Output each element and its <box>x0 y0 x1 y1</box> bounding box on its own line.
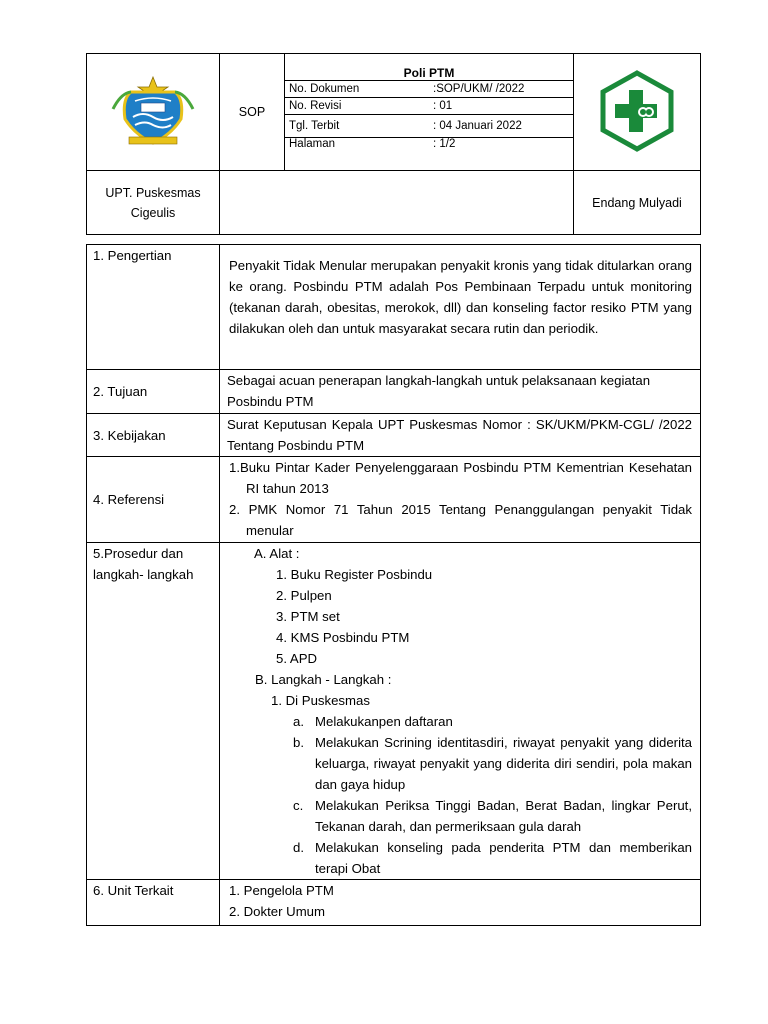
alat-heading: A. Alat : <box>254 546 300 561</box>
step-item <box>293 837 692 879</box>
unit-terkait-label: 6. Unit Terkait <box>87 880 220 926</box>
unit-terkait-content <box>220 880 701 926</box>
step-text: Melakukan konseling pada penderita PTM dan memberikan terapi Obat <box>315 840 692 876</box>
sop-label: SOP <box>220 54 285 171</box>
sop-content-table <box>86 244 701 926</box>
alat-item: 3. PTM set <box>276 609 340 624</box>
signatory-name: Endang Mulyadi <box>574 171 701 235</box>
referensi-item-1: 1.Buku Pintar Kader Penyelenggaraan Posbindu PTM Kementrian Kesehatan RI tahun 2013 <box>229 460 692 496</box>
prosedur-label-line-1: 5.Prosedur dan <box>93 546 184 561</box>
puskesmas-logo <box>599 70 675 152</box>
page-label: Halaman <box>289 138 336 150</box>
step-item <box>293 711 692 732</box>
document-header <box>86 53 701 235</box>
row-kebijakan <box>87 414 701 457</box>
steps-list <box>229 711 692 879</box>
puskesmas-logo-cell <box>574 54 701 171</box>
tujuan-text: Sebagai acuan penerapan langkah-langkah untuk pelaksanaan kegiatan Posbindu PTM <box>220 370 701 414</box>
row-pengertian <box>87 245 701 370</box>
step-marker: b. <box>293 735 304 750</box>
organization-line-1: UPT. Puskesmas <box>105 185 201 200</box>
doc-number-label: No. Dokumen <box>285 81 429 98</box>
prosedur-label <box>87 543 220 880</box>
issue-date-value: : 04 Januari 2022 <box>429 115 573 138</box>
kebijakan-text: Surat Keputusan Kepala UPT Puskesmas Nomor : SK/UKM/PKM-CGL/ /2022 Tentang Posbindu PTM <box>220 414 701 457</box>
alat-item: 1. Buku Register Posbindu <box>276 567 433 582</box>
organization-name <box>87 171 220 235</box>
issue-date-label: Tgl. Terbit <box>285 115 429 138</box>
alat-item: 2. Pulpen <box>276 588 332 603</box>
unit-item: 1. Pengelola PTM <box>229 883 334 898</box>
referensi-item-2: 2. PMK Nomor 71 Tahun 2015 Tentang Penanggulangan penyakit Tidak menular <box>229 502 692 538</box>
step-item <box>293 795 692 837</box>
alat-list <box>229 564 692 669</box>
step-text: Melakukan Scrining identitasdiri, riwayat penyakit yang diderita keluarga, riwayat penyakit yang diderita diri sendiri, pola makan dan gaya hidup <box>315 735 692 792</box>
document-info-table <box>285 54 573 160</box>
prosedur-label-line-2: langkah- langkah <box>93 567 194 582</box>
tujuan-label: 2. Tujuan <box>87 370 220 414</box>
step-text: Melakukanpen daftaran <box>315 714 453 729</box>
revision-value: : 01 <box>429 98 573 115</box>
regional-seal-logo <box>111 75 195 147</box>
prosedur-content <box>220 543 701 880</box>
step-item <box>293 732 692 795</box>
puskesmas-heading: 1. Di Puskesmas <box>271 693 370 708</box>
kebijakan-label: 3. Kebijakan <box>87 414 220 457</box>
langkah-heading: B. Langkah - Langkah : <box>255 672 392 687</box>
pengertian-label: 1. Pengertian <box>87 245 220 370</box>
row-prosedur <box>87 543 701 880</box>
row-unit-terkait <box>87 880 701 926</box>
blank-signature-area <box>220 171 574 235</box>
document-title: Poli PTM <box>285 54 573 81</box>
referensi-content <box>220 457 701 543</box>
regional-seal-cell <box>87 54 220 171</box>
row-tujuan <box>87 370 701 414</box>
page-value: : 1/2 <box>433 138 456 150</box>
step-marker: c. <box>293 798 304 813</box>
row-referensi <box>87 457 701 543</box>
organization-line-2: Cigeulis <box>130 205 176 220</box>
doc-number-value: :SOP/UKM/ /2022 <box>429 81 573 98</box>
step-marker: a. <box>293 714 304 729</box>
document-info-cell <box>285 54 574 171</box>
revision-label: No. Revisi <box>285 98 429 115</box>
step-marker: d. <box>293 840 304 855</box>
unit-item: 2. Dokter Umum <box>229 904 325 919</box>
pengertian-text: Penyakit Tidak Menular merupakan penyakit kronis yang tidak ditularkan orang ke orang. Posbindu PTM adalah Pos Pembinaan Terpadu untuk monitoring (tekanan darah, obesitas, merokok, dll) dan konseling factor resiko PTM yang dilakukan oleh dan untuk masyarakat secara rutin dan periodik. <box>220 245 701 370</box>
alat-item: 5. APD <box>276 651 318 666</box>
alat-item: 4. KMS Posbindu PTM <box>276 630 410 645</box>
step-text: Melakukan Periksa Tinggi Badan, Berat Badan, lingkar Perut, Tekanan darah, dan permeriksaan gula darah <box>315 798 692 834</box>
referensi-label: 4. Referensi <box>87 457 220 543</box>
